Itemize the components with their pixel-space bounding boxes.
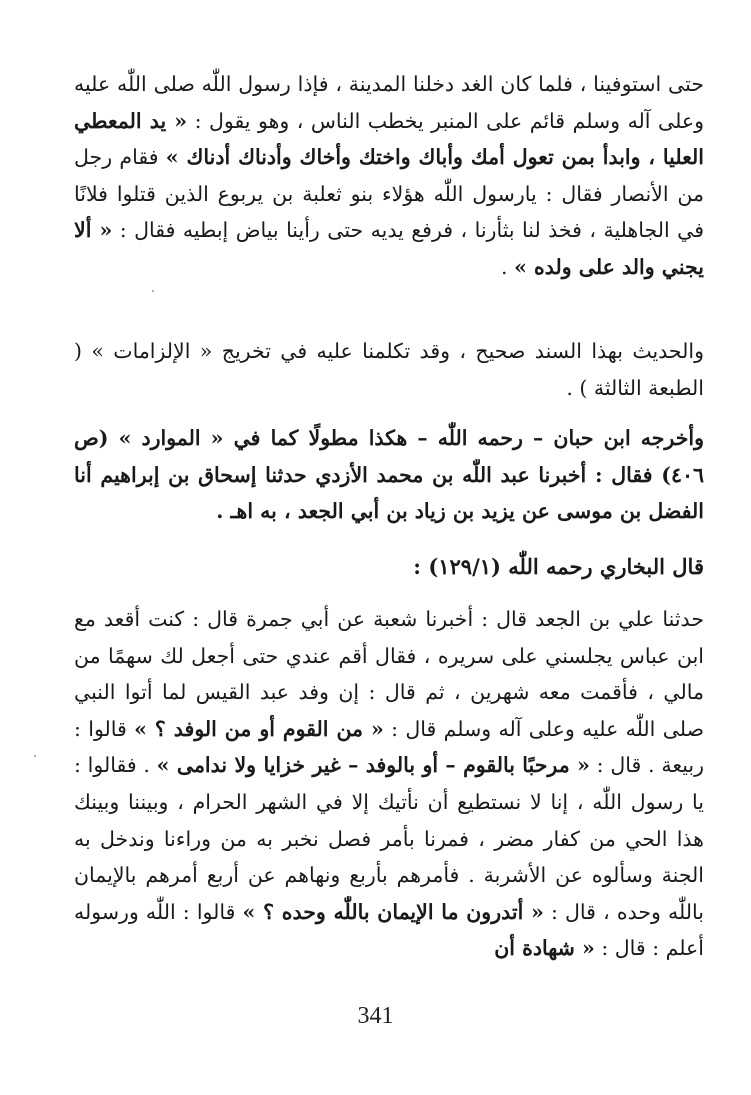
page-number: 341 bbox=[357, 1003, 394, 1029]
text-segment: قالوا : اللّٰه ورسوله أعلم : قال : bbox=[74, 899, 704, 961]
text-segment: والحديث بهذا السند صحيح ، وقد تكلمنا عليه في تخريج « الإلزامات » ( الطبعة الثالثة ) . bbox=[74, 339, 704, 400]
text-segment: . فقالوا : يا رسول اللّٰه ، إنا لا نستطيع أن نأتيك إلا في الشهر الحرام ، وبيننا وبينك هذا الحي من كفار مضر ، فمرنا بأمر فصل نخبر به من وراءنا وندخل به الجنة وسألوه عن الأشربة . فأمرهم بأربع ونهاهم عن أربع أمرهم بالإيمان باللّٰه وحده ، قال : bbox=[74, 753, 705, 924]
quoted-hadith-text: « شهادة أن bbox=[494, 936, 595, 961]
text-segment: قالوا : ربيعة . قال : bbox=[74, 716, 704, 778]
paragraph-hadith-continuation bbox=[74, 66, 704, 286]
quoted-hadith-text: « يد المعطي العليا ، وابدأ بمن تعول أمك وأباك واختك وأخاك وأدناك أدناك » bbox=[74, 108, 704, 170]
text-segment: فقام رجل من الأنصار فقال : يارسول اللّٰه هؤلاء بنو ثعلبة بن يربوع الذين قتلوا فلانًا في الجاهلية ، فخذ لنا بثأرنا ، فرفع يديه حتى رأينا بياض إبطيه فقال : bbox=[74, 145, 704, 243]
paragraph-abdul-qays-hadith bbox=[74, 601, 704, 967]
text-segment: حتى استوفينا ، فلما كان الغد دخلنا المدينة ، فإذا رسول اللّٰه صلى اللّٰه عليه وعلى آله وسلم قائم على المنبر يخطب الناس ، وهو يقول : bbox=[74, 72, 704, 133]
text-segment: حدثنا علي بن الجعد قال : أخبرنا شعبة عن أبي جمرة قال : كنت أقعد مع ابن عباس يجلسني على سريره ، فقال أقم عندي حتى أجعل لك سهمًا من مالي ، فأقمت معه شهرين ، ثم قال : إن وفد عبد القيس لما أتوا النبي صلى اللّٰه عليه وعلى آله وسلم قال : bbox=[74, 607, 704, 741]
text-segment: وأخرجه ابن حبان – رحمه اللّٰه – هكذا مطولًا كما في « الموارد » (ص ٤٠٦) فقال : أخبرنا عبد اللّٰه بن محمد الأزدي حدثنا إسحاق بن إبراهيم أنا الفضل بن موسى عن يزيد بن زياد بن أبي الجعد ، به اهـ . bbox=[74, 426, 704, 524]
quoted-hadith-text: « أتدرون ما الإيمان باللّٰه وحده ؟ » bbox=[242, 899, 544, 924]
text-segment: . bbox=[501, 254, 515, 279]
quoted-hadith-text: « مرحبًا بالقوم – أو بالوفد – غير خزايا ولا ندامى » bbox=[156, 753, 590, 778]
quoted-hadith-text: « ألا يجني والد على ولده » bbox=[74, 218, 704, 279]
paragraph-authentication-note bbox=[74, 333, 704, 406]
heading-text: قال البخاري رحمه اللّٰه (١٢٩/١) : bbox=[413, 554, 704, 579]
quoted-hadith-text: « من القوم أو من الوفد ؟ » bbox=[134, 716, 384, 741]
paragraph-ibn-hibban-narration bbox=[74, 420, 704, 530]
scan-speck bbox=[34, 755, 36, 757]
section-heading-bukhari bbox=[74, 549, 704, 585]
scan-speck bbox=[152, 290, 154, 292]
